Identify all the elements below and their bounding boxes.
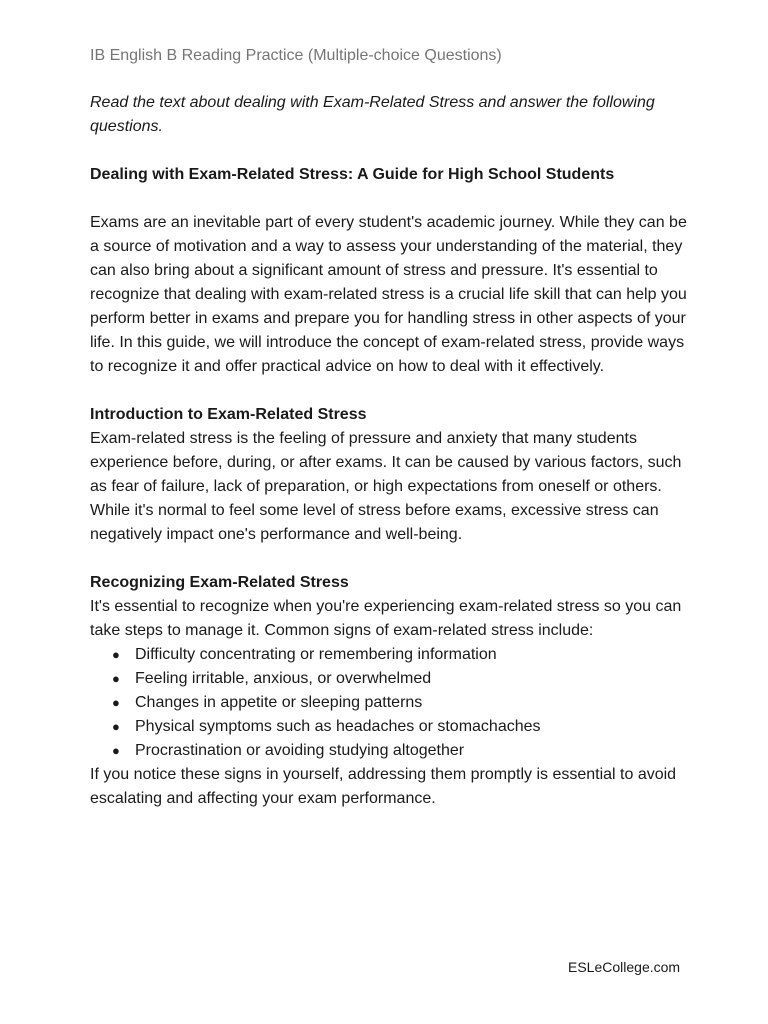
document-header: IB English B Reading Practice (Multiple-choice Questions)	[90, 47, 502, 64]
bullet-icon: ●	[112, 719, 120, 734]
list-item	[90, 643, 690, 667]
footer-site-name: ESLeCollege.com	[568, 959, 681, 975]
introduction-paragraph: Exam-related stress is the feeling of pressure and anxiety that many students experience before, during, or after exams. It can be caused by various factors, such as fear of failure, lack of preparation, or high expectations from oneself or others. While it's normal to feel some level of stress before exams, excessive stress can negatively impact one's performance and well-being.	[90, 430, 682, 543]
list-item-text: Procrastination or avoiding studying altogether	[135, 742, 465, 759]
list-item	[90, 715, 690, 739]
section-heading-recognizing: Recognizing Exam-Related Stress	[90, 574, 349, 591]
recognizing-paragraph: It's essential to recognize when you're experiencing exam-related stress so you can take steps to manage it. Common signs of exam-related stress include:	[90, 598, 682, 639]
list-item	[90, 691, 690, 715]
list-item	[90, 667, 690, 691]
bullet-icon: ●	[112, 647, 120, 662]
signs-list	[90, 643, 690, 763]
article-title: Dealing with Exam-Related Stress: A Guide for High School Students	[90, 166, 615, 183]
list-item-text: Feeling irritable, anxious, or overwhelmed	[135, 670, 432, 687]
section-heading-introduction: Introduction to Exam-Related Stress	[90, 406, 367, 423]
bullet-icon: ●	[112, 743, 120, 758]
instructions-text: Read the text about dealing with Exam-Related Stress and answer the following questions.	[90, 94, 655, 135]
intro-paragraph: Exams are an inevitable part of every student's academic journey. While they can be a source of motivation and a way to assess your understanding of the material, they can also bring about a significant amount of stress and pressure. It's essential to recognize that dealing with exam-related stress is a crucial life skill that can help you perform better in exams and prepare you for handling stress in other aspects of your life. In this guide, we will introduce the concept of exam-related stress, provide ways to recognize it and offer practical advice on how to deal with it effectively.	[90, 214, 687, 375]
list-item-text: Changes in appetite or sleeping patterns	[135, 694, 423, 711]
bullet-icon: ●	[112, 695, 120, 710]
bullet-icon: ●	[112, 671, 120, 686]
list-item	[90, 739, 690, 763]
closing-paragraph: If you notice these signs in yourself, addressing them promptly is essential to avoid escalating and affecting your exam performance.	[90, 766, 677, 807]
document-page	[90, 44, 690, 811]
list-item-text: Physical symptoms such as headaches or stomachaches	[135, 718, 541, 735]
list-item-text: Difficulty concentrating or remembering information	[135, 646, 497, 663]
